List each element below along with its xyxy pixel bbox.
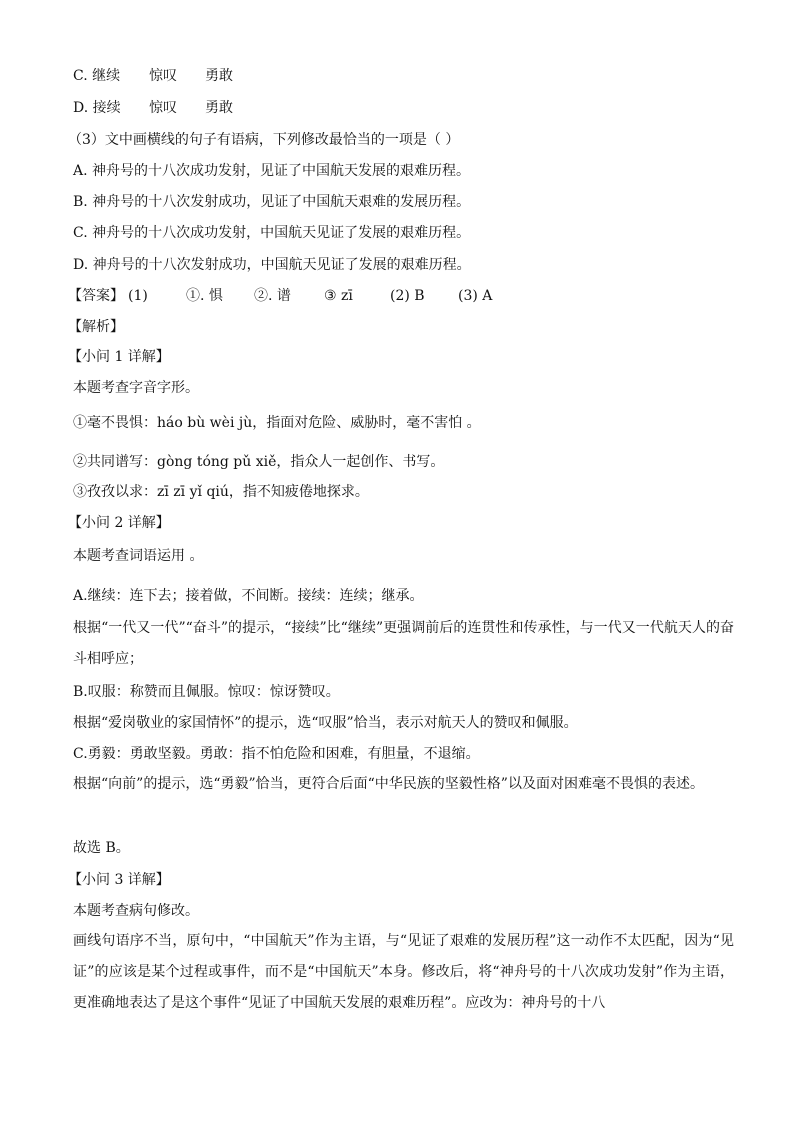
q3-option-d: D. 神舟号的十八次发射成功，中国航天见证了发展的艰难历程。 bbox=[73, 257, 471, 273]
analysis-tag: 【解析】 bbox=[68, 319, 124, 335]
q3-option-a: A. 神舟号的十八次成功发射，见证了中国航天发展的艰难历程。 bbox=[73, 163, 471, 179]
option-label: C. 继续 bbox=[73, 68, 121, 84]
answer-part-3: (3) A bbox=[458, 288, 493, 304]
option-word-2: 惊叹 bbox=[149, 68, 177, 84]
section-1-item-2: ②共同谱写：gòng tóng pǔ xiě，指众人一起创作、书写。 bbox=[73, 454, 445, 470]
option-word-3: 勇敢 bbox=[205, 100, 233, 116]
answer-row bbox=[68, 286, 734, 306]
section-2-line-c-reason: 根据“向前”的提示，选“勇毅”恰当，更符合后面“中华民族的坚毅性格”以及面对困难毫不畏惧的表述。 bbox=[73, 776, 704, 792]
section-2-line-a: A.继续：连下去；接着做，不间断。接续：连续；继承。 bbox=[73, 588, 424, 604]
option-d-row bbox=[73, 98, 734, 118]
answer-part-2: (2) B bbox=[390, 288, 425, 304]
section-1-heading: 【小问 1 详解】 bbox=[68, 349, 170, 365]
section-1-item-1: ①毫不畏惧：háo bù wèi jù，指面对危险、威胁时，毫不害怕 。 bbox=[73, 415, 481, 431]
option-c-row bbox=[73, 66, 734, 86]
question-3-stem: （3）文中画横线的句子有语病，下列修改最恰当的一项是（ ） bbox=[68, 132, 460, 148]
option-word-2: 惊叹 bbox=[149, 100, 177, 116]
section-2-intro: 本题考查词语运用 。 bbox=[73, 548, 204, 564]
q3-option-c: C. 神舟号的十八次成功发射，中国航天见证了发展的艰难历程。 bbox=[73, 225, 471, 241]
section-1-intro: 本题考查字音字形。 bbox=[73, 380, 199, 396]
section-2-conclusion: 故选 B。 bbox=[73, 840, 130, 856]
section-3-heading: 【小问 3 详解】 bbox=[68, 872, 170, 888]
answer-tag: 【答案】 bbox=[68, 288, 124, 304]
answer-1-2: ②. 谱 bbox=[254, 288, 291, 304]
option-label: D. 接续 bbox=[73, 100, 121, 116]
section-2-heading: 【小问 2 详解】 bbox=[68, 515, 170, 531]
answer-1-1: ①. 惧 bbox=[186, 288, 223, 304]
section-2-line-b-reason: 根据“爱岗敬业的家国情怀”的提示，选“叹服”恰当，表示对航天人的赞叹和佩服。 bbox=[73, 715, 578, 731]
section-1-item-3: ③孜孜以求：zī zī yǐ qiú，指不知疲倦地探求。 bbox=[73, 484, 369, 500]
section-2-line-b: B.叹服：称赞而且佩服。惊叹：惊讶赞叹。 bbox=[73, 684, 340, 700]
section-2-line-a-reason: 根据“一代又一代”“奋斗”的提示，“接续”比“继续”更强调前后的连贯性和传承性，与一代又一代航天人的奋斗相呼应； bbox=[73, 620, 734, 667]
option-word-3: 勇敢 bbox=[205, 68, 233, 84]
section-3-paragraph: 画线句语序不当，原句中，“中国航天”作为主语，与“见证了艰难的发展历程”这一动作不太匹配，因为“见证”的应该是某个过程或事件，而不是“中国航天”本身。修改后，将“神舟号的十八次成功发射”作为主语，更准确地表达了是这个事件“见证了中国航天发展的艰难历程”。应改为：神舟号的十八 bbox=[73, 933, 734, 1011]
section-2-line-c: C.勇毅：勇敢坚毅。勇敢：指不怕危险和困难，有胆量，不退缩。 bbox=[73, 746, 480, 762]
answer-part-1: (1) bbox=[128, 288, 148, 304]
section-3-intro: 本题考查病句修改。 bbox=[73, 903, 199, 919]
q3-option-b: B. 神舟号的十八次发射成功，见证了中国航天艰难的发展历程。 bbox=[73, 194, 471, 210]
answer-1-3: ③ zī bbox=[324, 288, 353, 304]
